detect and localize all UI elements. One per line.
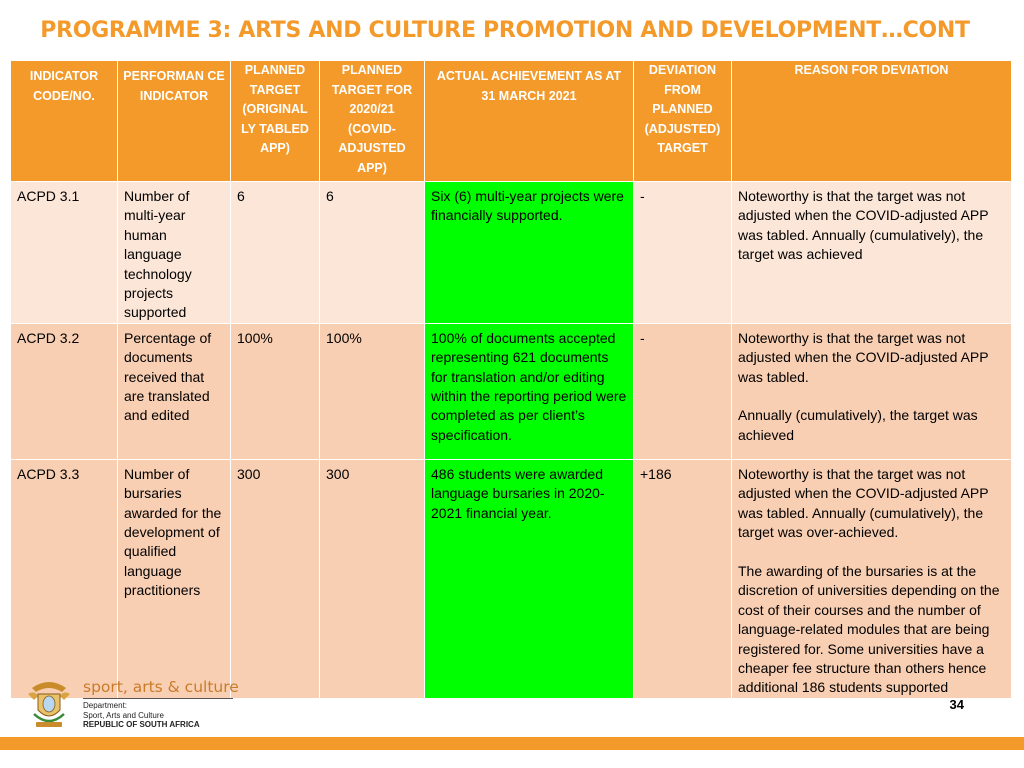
header-deviation: DEVIATION FROM PLANNED (ADJUSTED) TARGET [634,61,732,182]
reason-cell: Noteworthy is that the target was not adjusted when the COVID-adjusted APP was tabled. Annually (cumulatively), the target was achieved [732,323,1012,459]
reason-cell: Noteworthy is that the target was not adjusted when the COVID-adjusted APP was tabled. Annually (cumulatively), the target was achieved [732,182,1012,324]
performance-indicator-cell: Percentage of documents received that are translated and edited [118,323,231,459]
header-indicator-code: INDICATOR CODE/NO. [11,61,118,182]
table-header-row [11,61,1012,182]
planned-original-cell: 300 [231,459,320,698]
header-planned-adjusted: PLANNED TARGET FOR 2020/21 (COVID-ADJUSTED APP) [320,61,425,182]
planned-adjusted-cell: 100% [320,323,425,459]
planned-adjusted-cell: 300 [320,459,425,698]
page-number: 34 [949,697,964,712]
actual-achievement-cell: 100% of documents accepted representing 621 documents for translation and/or editing within the reporting period were completed as per client’s specification. [425,323,634,459]
indicator-code-cell: ACPD 3.1 [11,182,118,324]
planned-adjusted-cell: 6 [320,182,425,324]
actual-achievement-cell: Six (6) multi-year projects were financially supported. [425,182,634,324]
indicator-code-cell: ACPD 3.2 [11,323,118,459]
deviation-cell: +186 [634,459,732,698]
header-planned-original: PLANNED TARGET (ORIGINAL LY TABLED APP) [231,61,320,182]
indicator-code-cell: ACPD 3.3 [11,459,118,698]
actual-achievement-cell: 486 students were awarded language bursaries in 2020-2021 financial year. [425,459,634,698]
footer-bar [0,737,1024,750]
coat-of-arms-icon [24,678,74,730]
department-logo [24,678,264,730]
planned-original-cell: 6 [231,182,320,324]
reason-cell: Noteworthy is that the target was not adjusted when the COVID-adjusted APP was tabled. Annually (cumulatively), the target was over-achieved. The awarding of the bursaries is at the discretion of universities depending on the cost of their courses and the number of language-related modules that are being registered for. Some universities have a cheaper fee structure than others hence additional 186 students supported [732,459,1012,698]
logo-divider [83,698,233,699]
table-row [11,323,1012,459]
table-row [11,459,1012,698]
header-reason: REASON FOR DEVIATION [732,61,1012,182]
table-row [11,182,1012,324]
country-name: REPUBLIC OF SOUTH AFRICA [83,720,200,729]
planned-original-cell: 100% [231,323,320,459]
performance-indicator-cell: Number of multi-year human language technology projects supported [118,182,231,324]
performance-indicator-cell: Number of bursaries awarded for the development of qualified language practitioners [118,459,231,698]
deviation-cell: - [634,182,732,324]
performance-table [10,60,1012,699]
dept-name: Sport, Arts and Culture [83,710,164,720]
brand-name: sport, arts & culture [83,678,239,696]
header-performance-indicator: PERFORMAN CE INDICATOR [118,61,231,182]
deviation-cell: - [634,323,732,459]
page-title: PROGRAMME 3: ARTS AND CULTURE PROMOTION AND DEVELOPMENT…CONT [40,18,970,43]
header-actual-achievement: ACTUAL ACHIEVEMENT AS AT 31 MARCH 2021 [425,61,634,182]
dept-label: Department: [83,701,128,710]
